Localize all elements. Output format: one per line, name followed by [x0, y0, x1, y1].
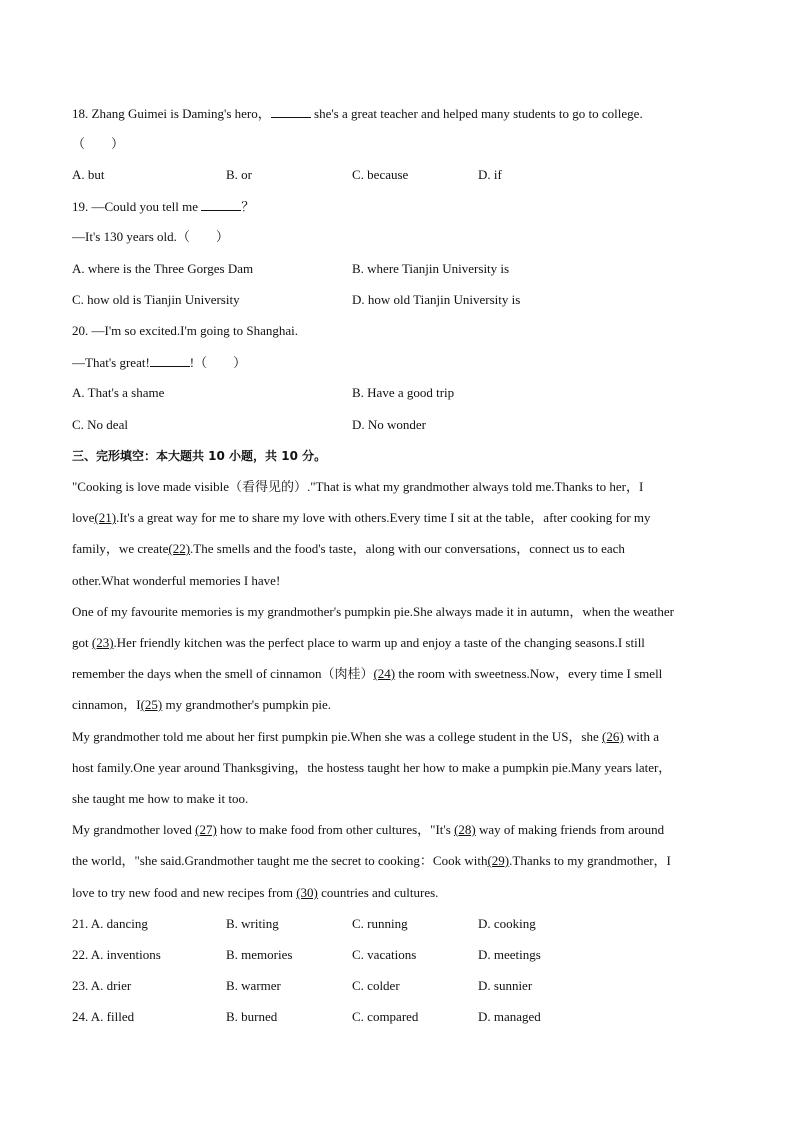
q24-option-a[interactable]: 24. A. filled	[72, 1009, 135, 1024]
passage-text: My grandmother told me about her first pumpkin pie.When she was a college student in the US，she	[72, 729, 602, 744]
blank-number-28[interactable]: (28)	[454, 822, 476, 837]
passage-text: with a	[623, 729, 660, 744]
blank-number-22[interactable]: (22)	[168, 541, 191, 556]
q24-option-d[interactable]: D. managed	[478, 1009, 541, 1024]
q22-option-a[interactable]: 22. A. inventions	[72, 947, 161, 962]
passage-p3-line1	[72, 729, 659, 745]
passage-p2-line4	[72, 697, 331, 713]
passage-text: got	[72, 635, 92, 650]
q18-stem-end: she's a great teacher and helped many students to go to college.	[310, 106, 643, 121]
passage-p4-line2	[72, 853, 671, 869]
q18-stem-start: 18. Zhang Guimei is Daming's hero，	[72, 106, 271, 121]
passage-text: countries and cultures.	[317, 885, 439, 900]
passage-p3-line3: she taught me how to make it too.	[72, 791, 249, 806]
passage-text: my grandmother's pumpkin pie.	[162, 697, 332, 712]
blank-number-27[interactable]: (27)	[195, 822, 217, 837]
blank-number-26[interactable]: (26)	[602, 729, 624, 744]
passage-text: My grandmother loved	[72, 822, 196, 837]
q23-option-b[interactable]: B. warmer	[226, 978, 281, 993]
q20-option-c[interactable]: C. No deal	[72, 417, 128, 432]
passage-p4-line1	[72, 822, 664, 838]
blank-number-21[interactable]: (21)	[94, 510, 117, 525]
q20-line1: 20. —I'm so excited.I'm going to Shanghai.	[72, 323, 299, 338]
q22-option-c[interactable]: C. vacations	[352, 947, 417, 962]
blank-number-25[interactable]: (25)	[140, 697, 163, 712]
q20-option-a[interactable]: A. That's a shame	[72, 385, 165, 400]
q18-answer-paren: （ ）	[72, 136, 125, 151]
q20-line2-end: !（ ）	[189, 355, 247, 370]
q20-blank[interactable]	[150, 354, 190, 367]
q19-line2: —It's 130 years old.（ ）	[72, 229, 229, 244]
q18-option-b[interactable]: B. or	[226, 167, 252, 182]
q22-option-d[interactable]: D. meetings	[478, 947, 541, 962]
q19-option-c[interactable]: C. how old is Tianjin University	[72, 292, 240, 307]
passage-text: remember the days when the smell of cinnamon（肉桂）	[72, 666, 374, 681]
passage-p2-line1: One of my favourite memories is my grandmother's pumpkin pie.She always made it in autumn，when the weather	[72, 604, 675, 619]
passage-text: .Her friendly kitchen was the perfect place to warm up and enjoy a taste of the changing seasons.I still	[113, 635, 645, 650]
q19-line1-start: 19. —Could you tell me	[72, 199, 202, 214]
q21-option-b[interactable]: B. writing	[226, 916, 279, 931]
blank-number-24[interactable]: (24)	[373, 666, 396, 681]
passage-p1-line1: "Cooking is love made visible（看得见的）."That is what my grandmother always told me.Thanks to her，I	[72, 479, 644, 494]
q18-option-c[interactable]: C. because	[352, 167, 409, 182]
passage-p1-line4: other.What wonderful memories I have!	[72, 573, 281, 588]
passage-text: love to try new food and new recipes from	[72, 885, 297, 900]
q19-line1-end: ？	[241, 199, 255, 214]
passage-p1-line2	[72, 510, 651, 526]
q20-line2	[72, 354, 246, 371]
passage-p3-line2: host family.One year around Thanksgiving，the hostess taught her how to make a pumpkin pie.Many years later，	[72, 760, 672, 775]
q19-option-d[interactable]: D. how old Tianjin University is	[352, 292, 521, 307]
q23-option-d[interactable]: D. sunnier	[478, 978, 533, 993]
q21-option-d[interactable]: D. cooking	[478, 916, 536, 931]
q23-option-c[interactable]: C. colder	[352, 978, 400, 993]
q21-option-a[interactable]: 21. A. dancing	[72, 916, 148, 931]
q22-option-b[interactable]: B. memories	[226, 947, 293, 962]
q21-option-c[interactable]: C. running	[352, 916, 408, 931]
passage-text: the room with sweetness.Now，every time I smell	[395, 666, 663, 681]
blank-number-23[interactable]: (23)	[91, 635, 114, 650]
passage-p2-line3	[72, 666, 662, 682]
q19-option-a[interactable]: A. where is the Three Gorges Dam	[72, 261, 254, 276]
q19-blank[interactable]	[201, 198, 241, 211]
passage-text: .The smells and the food's taste，along with our conversations，connect us to each	[190, 541, 625, 556]
q18-option-d[interactable]: D. if	[478, 167, 502, 182]
passage-text: cinnamon，I	[72, 697, 141, 712]
passage-p4-line3	[72, 885, 438, 901]
passage-text: how to make food from other cultures，"It's	[216, 822, 455, 837]
q20-option-d[interactable]: D. No wonder	[352, 417, 427, 432]
q20-line2-start: —That's great!	[72, 355, 150, 370]
passage-text: family，we create	[72, 541, 169, 556]
q24-option-c[interactable]: C. compared	[352, 1009, 419, 1024]
blank-number-30[interactable]: (30)	[296, 885, 318, 900]
q18-blank[interactable]	[271, 105, 311, 118]
q18-option-a[interactable]: A. but	[72, 167, 105, 182]
q19-option-b[interactable]: B. where Tianjin University is	[352, 261, 510, 276]
passage-text: way of making friends from around	[475, 822, 665, 837]
passage-text: .Thanks to my grandmother，I	[509, 853, 671, 868]
passage-text: love	[72, 510, 95, 525]
q24-option-b[interactable]: B. burned	[226, 1009, 278, 1024]
passage-text: the world，"she said.Grandmother taught me the secret to cooking：Cook with	[72, 853, 488, 868]
blank-number-29[interactable]: (29)	[487, 853, 510, 868]
passage-p2-line2	[72, 635, 645, 651]
passage-text: .It's a great way for me to share my love with others.Every time I sit at the table，after cooking for my	[116, 510, 651, 525]
q18-stem	[72, 105, 643, 122]
q20-option-b[interactable]: B. Have a good trip	[352, 385, 455, 400]
section3-heading: 三、完形填空：本大题共 10 小题，共 10 分。	[72, 449, 327, 463]
q19-line1	[72, 198, 254, 215]
q23-option-a[interactable]: 23. A. drier	[72, 978, 132, 993]
passage-p1-line3	[72, 541, 625, 557]
